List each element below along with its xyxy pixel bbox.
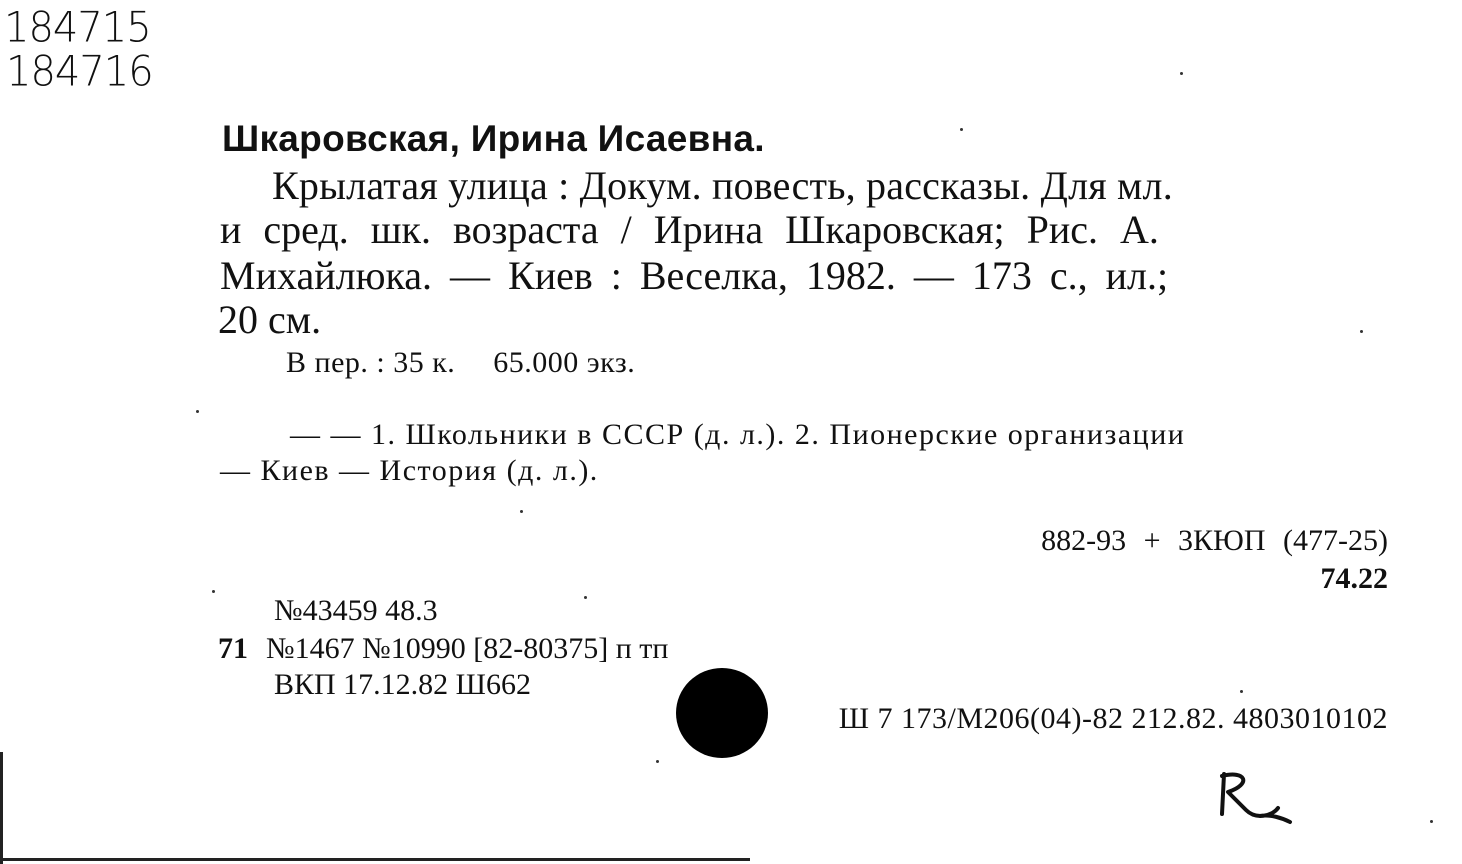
dust-speck [1240,690,1243,693]
subject-line-2: — Киев — История (д. л.). [220,454,599,487]
dust-speck [1430,820,1433,823]
registry-line-1: №43459 48.3 [274,594,438,627]
price-line [286,348,635,378]
handwritten-inventory-number-1: 184715 [4,3,151,53]
classification-index: 882-93 + 3КЮП (477-25) [1041,524,1388,557]
handwritten-inventory-number-2: 184716 [6,47,153,97]
card-edge-bottom [0,858,750,861]
punch-hole [676,668,768,758]
card-edge-left [0,752,3,864]
bbk-index: 74.22 [1320,562,1388,595]
registry-line-3: ВКП 17.12.82 Ш662 [274,668,531,701]
title-line-4: 20 см. [218,297,322,342]
print-run: 65.000 экз. [493,346,636,379]
dust-speck [960,128,963,131]
title-line-1: Крылатая улица : Докум. повесть, рассказы. Для мл. [272,163,1173,208]
dust-speck [1180,72,1183,75]
handwritten-initials-mark [1216,770,1296,832]
dust-speck [1360,330,1363,333]
registry-number: 71 [218,632,248,665]
subject-line-1: — — 1. Школьники в СССР (д. л.). 2. Пионерские организации [290,418,1186,451]
title-line-2: и сред. шк. возраста / Ирина Шкаровская; Рис. А. [220,207,1159,252]
title-line-3: Михайлюка. — Киев : Веселка, 1982. — 173 с., ил.; [220,253,1169,298]
price-text: В пер. : 35 к. [286,346,456,379]
isbn-line: Ш 7 173/М206(04)-82 212.82. 4803010102 [838,702,1388,735]
dust-speck [520,510,523,513]
dust-speck [212,590,215,593]
dust-speck [656,760,659,763]
registry-line-2-text: №1467 №10990 [82-80375] п тп [266,632,669,665]
author-heading: Шкаровская, Ирина Исаевна. [222,118,765,159]
registry-line-2 [218,634,668,664]
dust-speck [584,596,587,599]
dust-speck [196,410,199,413]
